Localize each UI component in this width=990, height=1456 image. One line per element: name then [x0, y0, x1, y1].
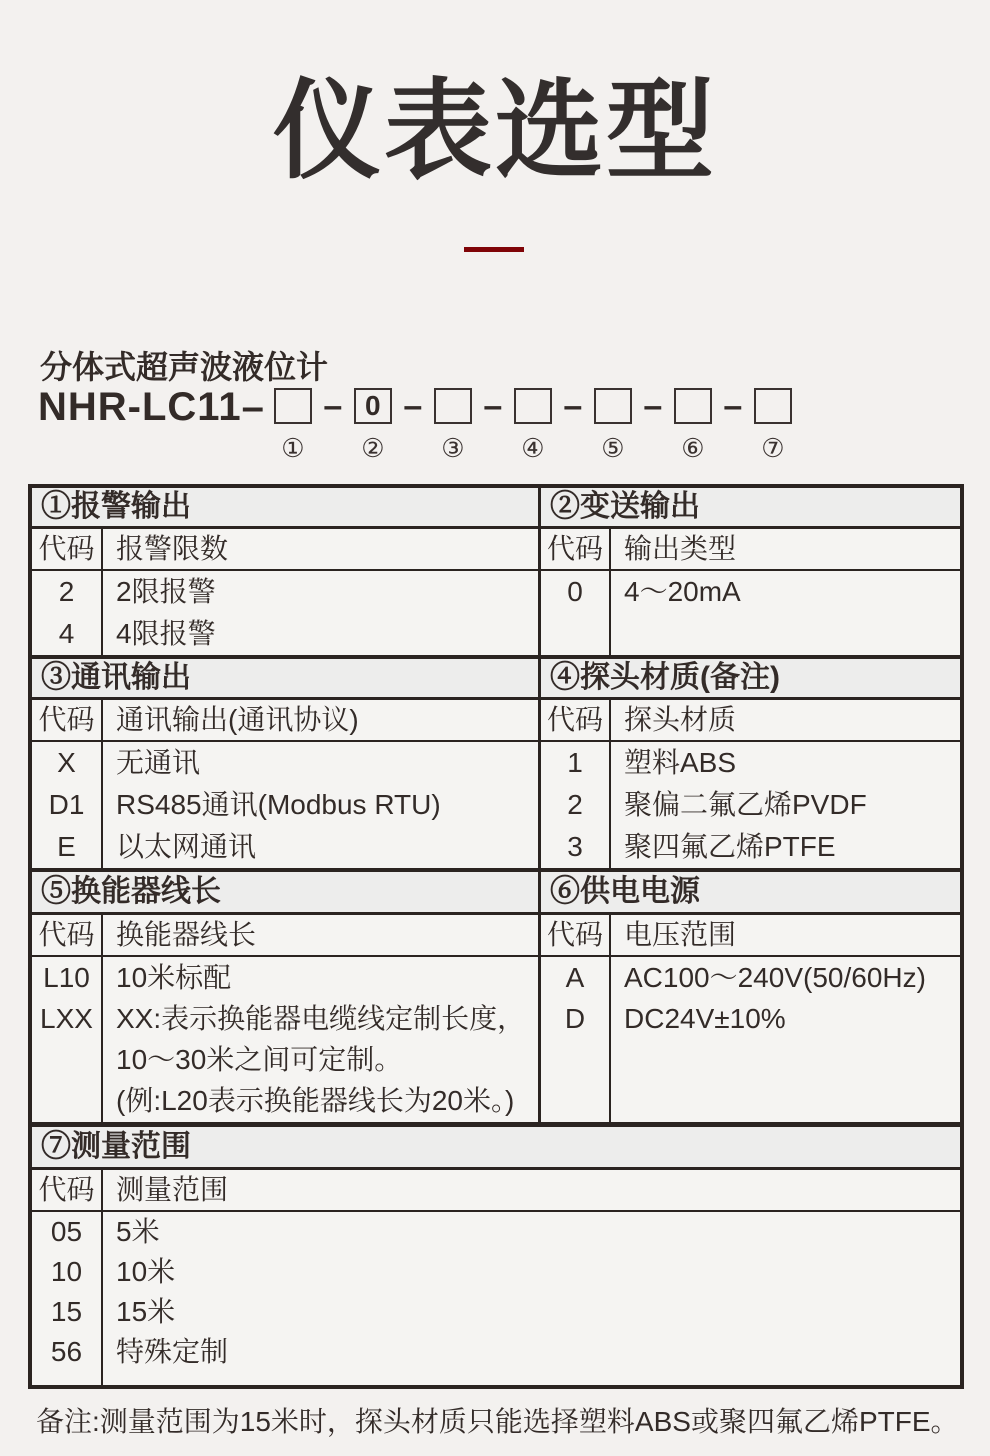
desc-value: 10～30米之间可定制。	[116, 1044, 403, 1075]
code-value: 56	[50, 1336, 83, 1367]
model-code-builder	[38, 385, 793, 464]
desc-value: (例:L20表示换能器线长为20米。)	[116, 1085, 515, 1116]
model-dash: –	[403, 387, 423, 425]
model-slot-number-6: ⑥	[681, 433, 705, 463]
model-slot-box-4	[514, 388, 552, 424]
code-value: D	[564, 1003, 586, 1034]
model-slot-7	[753, 388, 793, 464]
model-slot-number-1: ①	[281, 433, 305, 463]
section-row-3	[32, 872, 960, 1127]
section-title: ⑦测量范围	[32, 1127, 960, 1170]
desc-column	[103, 742, 538, 868]
product-name: 分体式超声波液位计	[40, 349, 329, 385]
desc-column	[611, 571, 960, 655]
section-probe-material	[541, 659, 960, 868]
desc-value: 10米标配	[116, 962, 232, 993]
model-slot-1	[273, 388, 313, 464]
desc-value: 聚四氟乙烯PTFE	[624, 831, 836, 862]
model-slot-6	[673, 388, 713, 464]
model-slot-2	[353, 388, 393, 464]
code-column-header: 代码	[32, 915, 103, 955]
desc-column-header: 输出类型	[624, 533, 737, 564]
desc-value: 以太网通讯	[116, 831, 257, 862]
model-slot-box-3	[434, 388, 472, 424]
section-title: ①报警输出	[32, 488, 538, 529]
desc-value: 2限报警	[116, 576, 216, 607]
column-header-row	[32, 1170, 960, 1212]
section-title: ②变送输出	[541, 488, 960, 529]
desc-value: DC24V±10%	[624, 1003, 786, 1034]
section-alarm-output	[32, 488, 541, 655]
model-slot-number-4: ④	[521, 433, 545, 463]
desc-column	[611, 742, 960, 868]
model-slot-number-3: ③	[441, 433, 465, 463]
code-value: D1	[48, 789, 85, 820]
code-column-header: 代码	[541, 700, 611, 740]
model-slot-box-5	[594, 388, 632, 424]
desc-column-header: 电压范围	[624, 919, 737, 950]
desc-column	[611, 957, 960, 1122]
code-value: LXX	[40, 1003, 93, 1034]
section-row-1	[32, 488, 960, 659]
code-column	[32, 742, 103, 868]
code-value: 3	[567, 831, 583, 862]
model-slot-number-2: ②	[361, 433, 385, 463]
model-slot-box-2: 0	[354, 388, 392, 424]
code-value: E	[57, 831, 76, 862]
code-column	[32, 957, 103, 1122]
desc-value: 10米	[116, 1256, 176, 1287]
section-data	[32, 571, 538, 655]
section-data	[32, 742, 538, 868]
code-column	[32, 1212, 103, 1385]
code-column-header: 代码	[541, 915, 611, 955]
desc-value: 4限报警	[116, 618, 216, 649]
code-column-header: 代码	[32, 1170, 103, 1210]
desc-value: 特殊定制	[116, 1336, 229, 1367]
code-value	[32, 1039, 101, 1080]
model-slot-number-5: ⑤	[601, 433, 625, 463]
code-value: 05	[50, 1216, 83, 1247]
desc-value: RS485通讯(Modbus RTU)	[116, 789, 441, 820]
section-title: ⑤换能器线长	[32, 872, 538, 915]
section-comm-output	[32, 659, 541, 868]
model-slot-box-6	[674, 388, 712, 424]
code-column-header: 代码	[32, 529, 103, 569]
section-title: ③通讯输出	[32, 659, 538, 700]
desc-column	[103, 957, 538, 1122]
title-underline-accent	[464, 247, 524, 252]
code-column	[541, 571, 611, 655]
desc-value: 4～20mA	[624, 576, 741, 607]
code-column-header: 代码	[32, 700, 103, 740]
code-column-header: 代码	[541, 529, 611, 569]
code-value: A	[565, 962, 585, 993]
desc-value: 聚偏二氟乙烯PVDF	[624, 789, 867, 820]
code-column	[541, 957, 611, 1122]
code-value: 1	[567, 747, 583, 778]
desc-column-header: 探头材质	[624, 704, 737, 735]
code-value: X	[57, 747, 76, 778]
model-slot-box-1	[274, 388, 312, 424]
desc-column-header: 报警限数	[116, 533, 229, 564]
desc-column	[103, 1212, 960, 1385]
section-title: ⑥供电电源	[541, 872, 960, 915]
section-data	[541, 742, 960, 868]
code-value: 4	[58, 618, 75, 649]
page-title: 仪表选型	[272, 70, 717, 191]
section-data	[541, 957, 960, 1122]
model-dash: –	[483, 387, 503, 425]
desc-value: 无通讯	[116, 747, 201, 778]
desc-column	[103, 571, 538, 655]
code-value: 0	[567, 576, 583, 607]
section-data	[541, 571, 960, 655]
desc-column-header: 换能器线长	[116, 919, 257, 950]
column-header-row	[541, 915, 960, 957]
section-data	[32, 1212, 960, 1385]
selection-table	[28, 484, 964, 1389]
model-slot-number-7: ⑦	[761, 433, 785, 463]
desc-value: AC100～240V(50/60Hz)	[624, 962, 926, 993]
model-dash: –	[323, 387, 343, 425]
section-measure-range	[32, 1127, 960, 1385]
desc-value: 15米	[116, 1296, 176, 1327]
section-title: ④探头材质(备注)	[541, 659, 960, 700]
model-slot-4	[513, 388, 553, 464]
desc-column-header: 测量范围	[116, 1174, 229, 1205]
model-dash: –	[723, 387, 743, 425]
model-prefix: NHR-LC11–	[38, 385, 265, 429]
code-value: 15	[50, 1296, 83, 1327]
section-data	[32, 957, 538, 1122]
code-value: 10	[50, 1256, 83, 1287]
model-slot-5	[593, 388, 633, 464]
code-column	[541, 742, 611, 868]
column-header-row	[32, 915, 538, 957]
desc-column-header: 通讯输出(通讯协议)	[116, 704, 359, 735]
model-slot-3	[433, 388, 473, 464]
column-header-row	[541, 529, 960, 571]
model-dash: –	[643, 387, 663, 425]
column-header-row	[541, 700, 960, 742]
footnote: 备注:测量范围为15米时，探头材质只能选择塑料ABS或聚四氟乙烯PTFE。	[36, 1406, 959, 1437]
section-row-2	[32, 659, 960, 872]
desc-value: 塑料ABS	[624, 747, 737, 778]
code-column	[32, 571, 103, 655]
section-transducer-cable	[32, 872, 541, 1122]
desc-value: 5米	[116, 1216, 160, 1247]
section-power-supply	[541, 872, 960, 1122]
model-dash: –	[563, 387, 583, 425]
column-header-row	[32, 529, 538, 571]
code-value: L10	[43, 962, 90, 993]
code-value	[32, 1080, 101, 1121]
column-header-row	[32, 700, 538, 742]
desc-value: XX:表示换能器电缆线定制长度，	[116, 1003, 526, 1034]
code-value: 2	[58, 576, 75, 607]
section-transmit-output	[541, 488, 960, 655]
code-value: 2	[567, 789, 583, 820]
model-slot-box-7	[754, 388, 792, 424]
